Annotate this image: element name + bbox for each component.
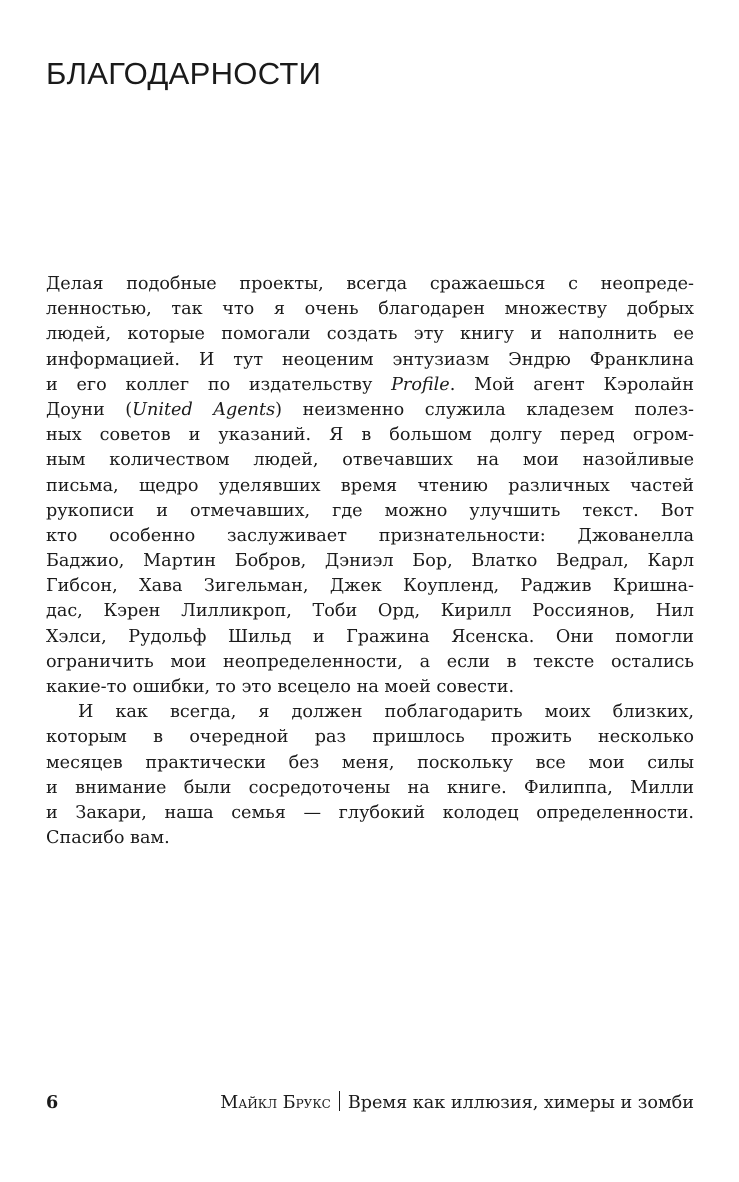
italic-text: Profile [391, 374, 450, 395]
text-segment: дас, Кэрен Лилликроп, Тоби Орд, Кирилл Россиянов, Нил [46, 601, 694, 622]
text-line [46, 826, 694, 851]
text-line [46, 776, 694, 801]
paragraph [46, 272, 694, 700]
text-segment: ) неизменно служила кладезем полез- [275, 399, 694, 420]
text-segment: рукописи и отмечавших, где можно улучшить текст. Вот [46, 500, 694, 521]
text-segment: и его коллег по издательству [46, 374, 392, 395]
text-segment: Баджио, Мартин Бобров, Дэниэл Бор, Влатко Ведрал, Карл [46, 551, 694, 572]
text-segment: Хэлси, Рудольф Шильд и Гражина Ясенска. Они помогли [46, 626, 694, 647]
text-line [46, 700, 694, 725]
text-segment: которым в очередной раз пришлось прожить несколько [46, 727, 694, 748]
running-head [220, 1090, 694, 1116]
text-segment: ных советов и указаний. Я в большом долгу перед огром- [46, 425, 694, 446]
text-line [46, 574, 694, 599]
text-line [46, 297, 694, 322]
text-line [46, 675, 694, 700]
text-line [46, 625, 694, 650]
running-head-book-title: Время как иллюзия, химеры и зомби [347, 1093, 694, 1113]
text-segment: ограничить мои неопределенности, а если в тексте остались [46, 651, 694, 672]
text-line [46, 499, 694, 524]
text-segment: Спасибо вам. [46, 828, 170, 849]
text-segment: людей, которые помогали создать эту книгу и наполнить ее [46, 324, 694, 345]
page-title: БЛАГОДАРНОСТИ [46, 56, 322, 91]
text-segment: месяцев практически без меня, поскольку все мои силы [46, 752, 694, 773]
text-segment: какие-то ошибки, то это всецело на моей совести. [46, 677, 515, 697]
text-line [46, 599, 694, 624]
page-number: 6 [46, 1092, 59, 1113]
text-segment: письма, щедро уделявших время чтению различных частей [46, 475, 694, 496]
text-segment: ленностью, так что я очень благодарен множеству добрых [46, 299, 694, 320]
text-segment: и внимание были сосредоточены на книге. Филиппа, Милли [46, 777, 694, 798]
text-segment: Доуни ( [46, 399, 133, 420]
text-line [46, 322, 694, 347]
text-line [46, 751, 694, 776]
text-line [46, 725, 694, 750]
running-head-separator [339, 1091, 340, 1111]
text-segment: кто особенно заслуживает признательности: Джованелла [46, 525, 694, 546]
text-segment: и Закари, наша семья — глубокий колодец определенности. [46, 802, 694, 823]
text-segment: Делая подобные проекты, всегда сражаешься с неопреде- [46, 274, 694, 294]
italic-text: United Agents [132, 399, 276, 420]
text-segment: . Мой агент Кэролайн [449, 374, 694, 395]
text-segment: ным количеством людей, отвечавших на мои назойливые [46, 450, 694, 471]
text-line [46, 373, 694, 398]
paragraph [46, 700, 694, 851]
text-line [46, 348, 694, 373]
running-head-author: Майкл Брукс [220, 1093, 331, 1113]
text-line [46, 549, 694, 574]
text-line [46, 474, 694, 499]
body-text [46, 272, 694, 851]
text-line [46, 423, 694, 448]
text-segment: информацией. И тут неоценим энтузиазм Эндрю Франклина [46, 349, 694, 370]
text-line [46, 801, 694, 826]
text-line [46, 650, 694, 675]
page-footer [46, 1090, 694, 1116]
text-line [46, 524, 694, 549]
text-line [46, 448, 694, 473]
text-segment: Гибсон, Хава Зигельман, Джек Коупленд, Раджив Кришна- [46, 576, 694, 597]
text-line [46, 272, 694, 297]
text-segment: И как всегда, я должен поблагодарить моих близких, [78, 702, 694, 723]
text-line [46, 398, 694, 423]
